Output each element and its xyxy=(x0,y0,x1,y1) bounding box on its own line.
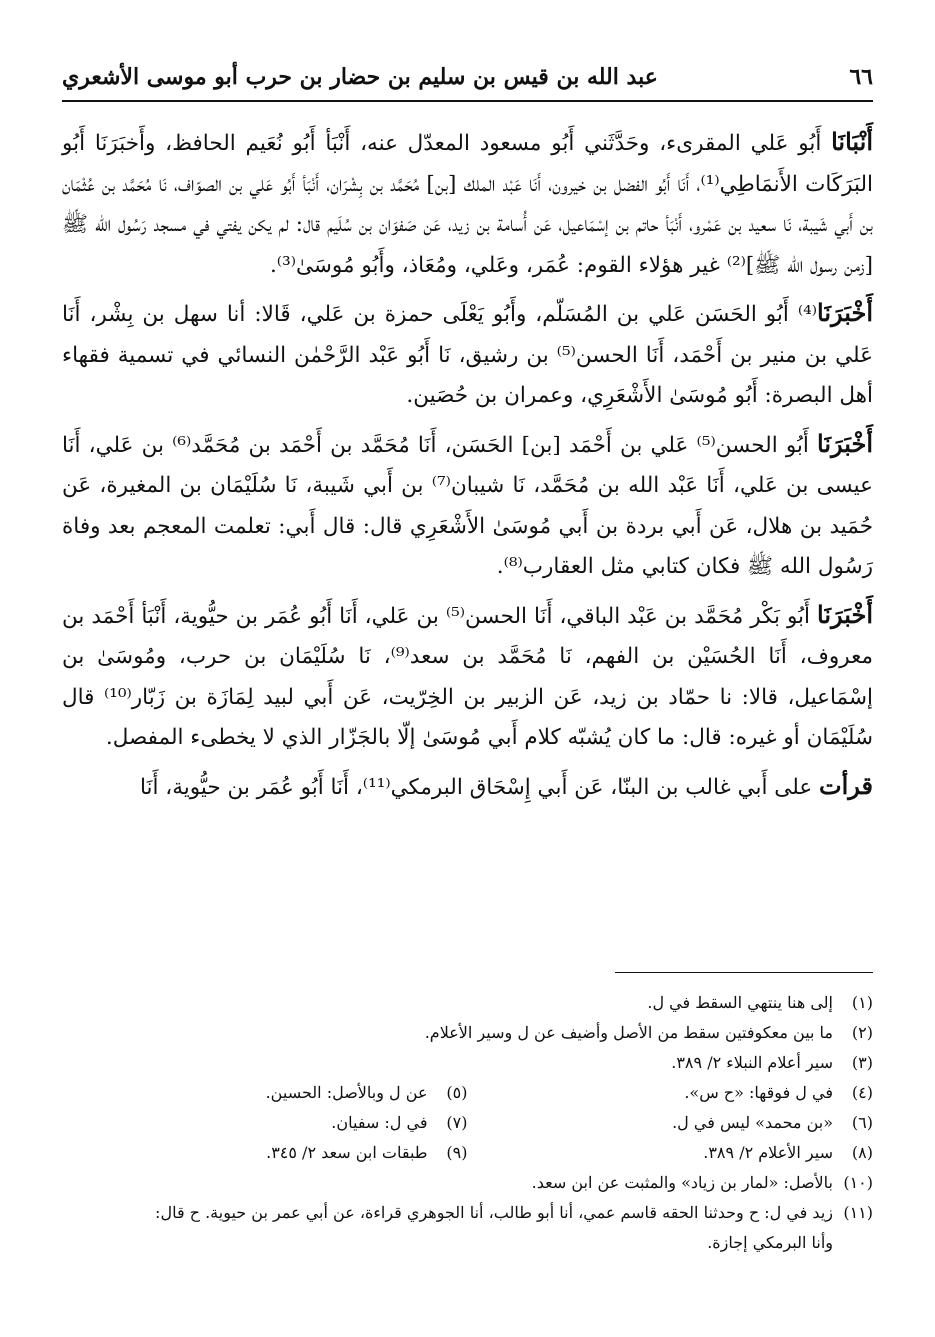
footnote-text: في ل: سفيان. xyxy=(331,1113,428,1132)
paragraph-lead-word: أَنْبَانَا xyxy=(831,127,873,156)
footnote-row xyxy=(62,1168,873,1198)
footnote xyxy=(468,1108,874,1138)
footnote-number: (٦) xyxy=(851,1113,873,1132)
footnote-row xyxy=(62,1108,873,1138)
footnote-number: (١١) xyxy=(843,1203,873,1222)
paragraph xyxy=(62,595,873,759)
footnote-number: (١٠) xyxy=(843,1173,873,1192)
footnote-separator xyxy=(615,972,873,973)
footnote xyxy=(62,1018,873,1048)
paragraph xyxy=(62,122,873,286)
paragraph-lead-word: أَخْبَرَنَا xyxy=(817,428,874,458)
footnote-number: (٨) xyxy=(851,1143,873,1162)
footnote-number: (١) xyxy=(851,993,873,1012)
footnote-number: (٤) xyxy=(851,1083,873,1102)
footnote-text: «بن محمد» ليس في ل. xyxy=(672,1113,833,1132)
page-number: ٦٦ xyxy=(849,64,873,90)
main-text xyxy=(62,122,873,815)
footnote xyxy=(62,1048,873,1078)
footnote-continuation: وأنا البرمكي إجازة. xyxy=(707,1233,833,1252)
paragraph xyxy=(62,293,873,417)
footnote-number: (٥) xyxy=(446,1083,468,1102)
footnote-text: سير الأعلام ٢/ ٣٨٩. xyxy=(703,1143,833,1162)
paragraph xyxy=(62,766,873,809)
paragraph xyxy=(62,424,873,588)
footnote xyxy=(62,988,873,1018)
footnote xyxy=(62,1078,468,1108)
footnote-row xyxy=(62,1048,873,1078)
footnote-text: زيد في ل: ح وحدثنا الحقه قاسم عمي، أنا أبو طالب، أنا الجوهري قراءة، عن أبي عمر بن حيوية. ح قال: xyxy=(155,1203,833,1222)
footnote-row xyxy=(62,1018,873,1048)
paragraph-lead-word: أَخْبَرَنَا xyxy=(817,599,873,629)
footnote-text: بالأصل: «لمار بن زياد» والمثبت عن ابن سعد. xyxy=(531,1173,833,1192)
footnote-number: (٧) xyxy=(446,1113,468,1132)
paragraph-text: أَبُو بَكْر مُحَمَّد بن عَبْد الباقي، أَنَا الحسن⁽⁵⁾ بن عَلي، أَنَا أَبُو عُمَر بن حيُّوية، أَنْبَأ أَحْمَد بن معروف، أَنَا الحُسَيْن بن الفهم، نَا مُحَمَّد بن سعد⁽⁹⁾، نَا سُلَيْمَان بن حرب، ومُوسَىٰ بن إسْمَاعيل، قالا: نا حمّاد بن زيد، عَن الزبير بن الخِرّيت، عَن أَبي لبيد لِمَازَة بن زَبّار⁽¹⁰⁾ قال سُلَيْمَان أو غيره: قال: ما كان يُشبّه كلام أَبي مُوسَىٰ إلّا بالجَزّار الذي لا يخطىء المفصل. xyxy=(62,603,873,750)
footnote-number: (٢) xyxy=(851,1023,873,1042)
page-header xyxy=(62,54,873,102)
footnote-text: طبقات ابن سعد ٢/ ٣٤٥. xyxy=(266,1143,428,1162)
footnote xyxy=(62,1198,873,1228)
footnote-row xyxy=(62,1078,873,1108)
footnote xyxy=(62,1108,468,1138)
paragraph-lead-word: قرأت xyxy=(819,770,873,800)
paragraph-text: أَبُو الحسن⁽⁵⁾ عَلي بن أَحْمَد [بن] الحَسَن، أَنَا مُحَمَّد بن أَحْمَد بن مُحَمَّد⁽⁶⁾ بن عَلي، أَنَا عيسى بن عَلي، أَنَا عَبْد الله بن مُحَمَّد، نَا شيبان⁽⁷⁾ بن أَبي شَيبة، نَا سُلَيْمَان بن المغيرة، عَن حُمَيد بن هلال، عَن أَبي بردة بن أَبي مُوسَىٰ الأَشْعَرِي قال: قال أَبي: تعلمت المعجم بعد وفاة رَسُول الله ﷺ فكان كتابي مثل العقارب⁽⁸⁾. xyxy=(62,432,874,579)
footnote xyxy=(62,1138,468,1168)
paragraph-text: على أَبي غالب بن البنّا، عَن أَبي إِسْحَاق البرمكي⁽¹¹⁾، أَنَا أَبُو عُمَر بن حيُّوية، أَنَا xyxy=(139,774,820,800)
footnote-row xyxy=(62,1198,873,1228)
footnote-text: إلى هنا ينتهي السقط في ل. xyxy=(647,993,833,1012)
footnote-row xyxy=(62,988,873,1018)
footnote xyxy=(62,1168,873,1198)
footnote xyxy=(468,1138,874,1168)
paragraph-lead-word: أَخْبَرَنَا xyxy=(817,298,873,327)
footnote-number: (٣) xyxy=(851,1053,873,1072)
footnote-row xyxy=(62,1138,873,1168)
running-title: عبد الله بن قيس بن سليم بن حضار بن حرب أبو موسى الأشعري xyxy=(62,64,658,90)
footnote-text: في ل فوقها: «ح س». xyxy=(684,1083,833,1102)
footnote-text: سير أعلام النبلاء ٢/ ٣٨٩. xyxy=(671,1053,833,1072)
footnote-text: عن ل وبالأصل: الحسين. xyxy=(265,1083,428,1102)
footnote-text: ما بين معكوفتين سقط من الأصل وأضيف عن ل وسير الأعلام. xyxy=(424,1023,833,1042)
paragraph-text: ⁽⁴⁾ أَبُو الحَسَن عَلي بن المُسَلّم، وأَبُو يَعْلَى حمزة بن عَلي، قَالا: أنا سهل بن بِشْر، أَنَا عَلي بن منير بن أَحْمَد، أَنَا الحسن⁽⁵⁾ بن رشيق، نَا أَبُو عَبْد الرَّحْمٰن النسائي في تسمية فقهاء أهل البصرة: أَبُو مُوسَىٰ الأَشْعَرِي، وعمران بن حُصَين. xyxy=(62,302,873,408)
paragraph-text: أَبُو عَلي المقرىء، وحَدَّثَني أَبُو مسعود المعدّل عنه، أَنْبَأ أَبُو نُعَيم الحافظ، وأَخبَرَنَا أَبُو البَرَكَات الأَنمَاطِي⁽¹⁾، أَنَا أَبُو الفضل بن خيرون، أَنَا عَبْد الملك [بن] مُحَمَّد بن بِشْرَان، أَنْبَأ أَبُو عَلي بن الصوّاف، نَا مُحَمَّد بن عُثْمَان بن أَبي شَيبة، نَا سعيد بن عَمْرو، أَنْبَأ حاتم بن إسْمَاعيل، عَن أُسامة بن زيد، عَن صَفوَان بن سُلَيم قال: لم يكن يفتي في مسجد رَسُول الله ﷺ [زمن رسول الله ﷺ]⁽²⁾ غير هؤلاء القوم: عُمَر، وعَلي، ومُعَاذ، وأَبُو مُوسَىٰ⁽³⁾. xyxy=(62,131,873,278)
footnote xyxy=(468,1078,874,1108)
footnotes xyxy=(62,988,873,1258)
footnote-number: (٩) xyxy=(446,1143,468,1162)
